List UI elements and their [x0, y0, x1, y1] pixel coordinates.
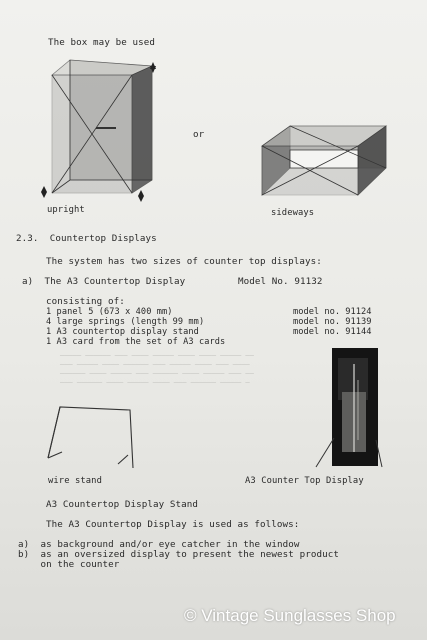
section-intro: The system has two sizes of counter top displays:	[46, 256, 322, 267]
use-b-cont: on the counter	[18, 559, 120, 570]
stand-caption: A3 Countertop Display Stand	[46, 499, 199, 510]
part-4-text: 1 A3 card from the set of A3 cards	[46, 337, 226, 347]
part-3-text: 1 A3 countertop display stand	[46, 327, 199, 337]
use-b: b) as an oversized display to present the newest product	[18, 549, 339, 560]
a3-counter-top-label: A3 Counter Top Display	[245, 476, 364, 486]
part-3-model: model no. 91144	[293, 327, 372, 337]
or-text: or	[193, 129, 205, 140]
part-1-model: model no. 91124	[293, 307, 372, 317]
sideways-label: sideways	[271, 208, 315, 218]
use-a: a) as background and/or eye catcher in the window	[18, 539, 300, 550]
wire-stand-label: wire stand	[48, 476, 102, 486]
item-a-title: a) The A3 Countertop Display	[22, 276, 186, 287]
intro-text: The box may be used	[48, 37, 155, 48]
watermark-text: © Vintage Sunglasses Shop	[184, 606, 396, 625]
part-2-model: model no. 91139	[293, 317, 372, 327]
part-1-text: 1 panel 5 (673 x 400 mm)	[46, 307, 173, 317]
item-a-model: Model No. 91132	[238, 276, 323, 287]
upright-label: upright	[47, 205, 85, 215]
uses-intro: The A3 Countertop Display is used as follows:	[46, 519, 300, 530]
consisting-of: consisting of:	[46, 296, 125, 307]
bleed-through-texture: ───── ────── ─── ──── ───── ──── ──── ───── ── ─── ───── ──── ────── ─── ───── ──── ─── ──── ────── ──── ───── ─── ────── ──── ───── ─── ── ─── ────── ──── ───── ──── ─── ────── ───── ─	[60, 352, 254, 387]
part-2-text: 4 large springs (length 99 mm)	[46, 317, 205, 327]
section-heading: 2.3. Countertop Displays	[16, 233, 157, 244]
